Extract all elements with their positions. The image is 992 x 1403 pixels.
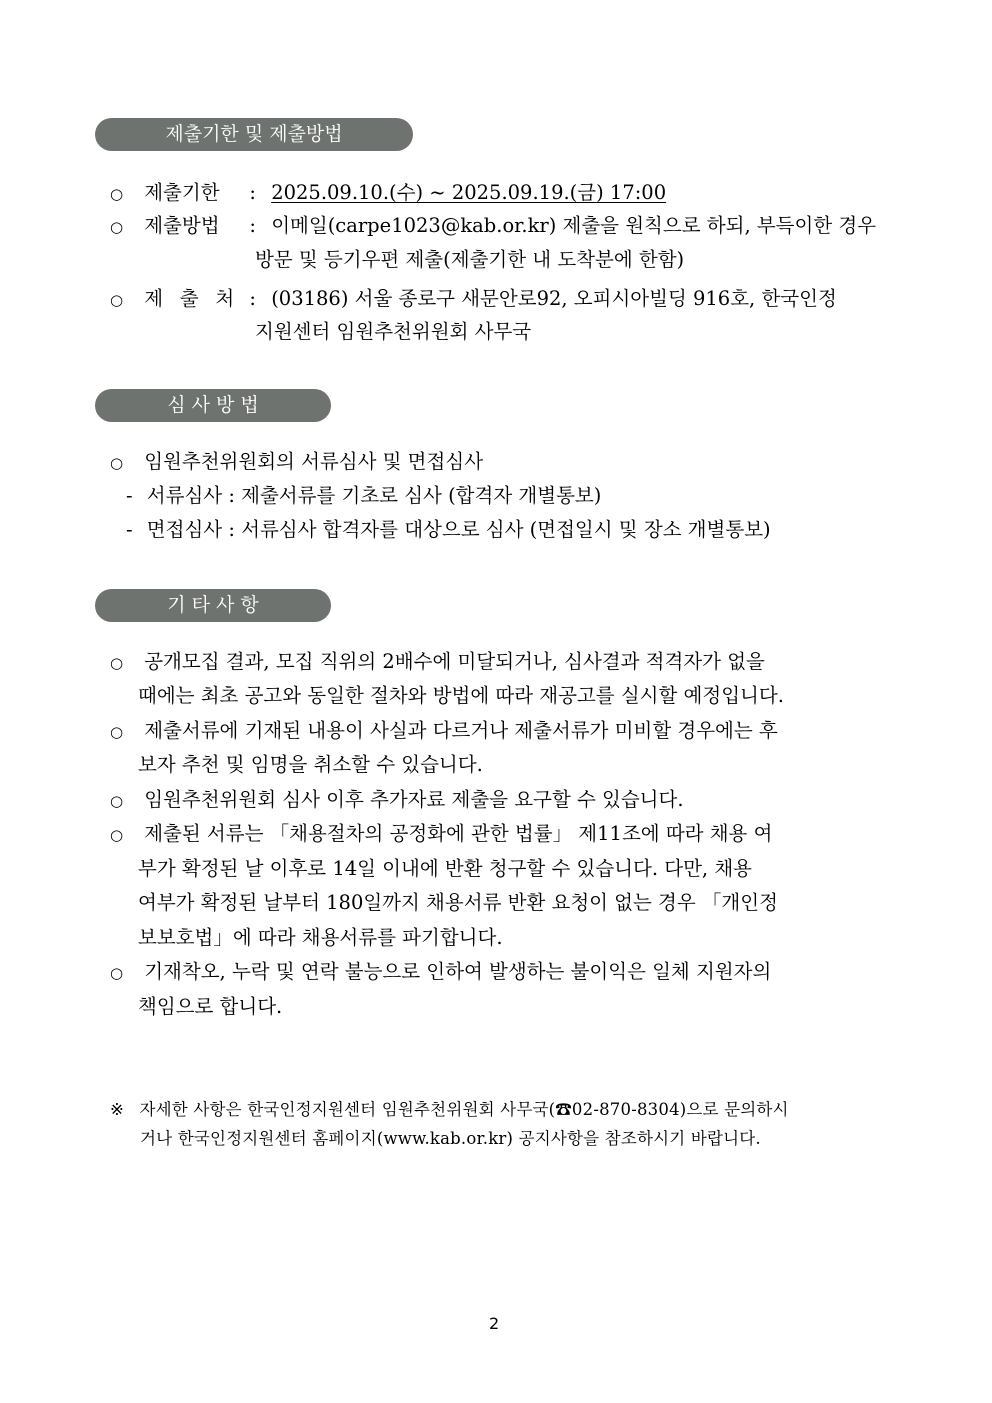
list-subitem xyxy=(126,483,601,509)
list-item-method xyxy=(110,213,876,240)
list-item xyxy=(110,787,684,814)
item-text: 기재착오, 누락 및 연락 불능으로 인하여 발생하는 불이익은 일체 지원자의 xyxy=(144,960,772,983)
method-value-continued: 방문 및 등기우편 제출(제출기한 내 도착분에 한함) xyxy=(255,248,685,271)
list-item xyxy=(110,821,772,848)
bullet-circle-icon: ○ xyxy=(110,185,124,203)
list-item xyxy=(110,959,771,986)
list-item xyxy=(110,449,483,476)
bullet-circle-icon: ○ xyxy=(110,723,124,741)
bullet-circle-icon: ○ xyxy=(110,291,124,309)
item-text-continued: 보보호법」에 따라 채용서류를 파기합니다. xyxy=(138,926,503,949)
bullet-circle-icon: ○ xyxy=(110,792,124,810)
list-subitem xyxy=(126,517,771,543)
item-label: 제출기한 xyxy=(144,181,220,204)
section-title: 기 타 사 항 xyxy=(167,594,259,616)
note-text: 자세한 사항은 한국인정지원센터 임원추천위원회 사무국(☎02-870-8304)으로 문의하시 xyxy=(139,1100,789,1119)
list-item xyxy=(110,649,765,676)
section-header-other xyxy=(95,589,331,622)
item-text-continued: 책임으로 합니다. xyxy=(138,995,283,1018)
section-header-review xyxy=(95,389,331,422)
item-text: 공개모집 결과, 모집 직위의 2배수에 미달되거나, 심사결과 적격자가 없을 xyxy=(144,650,765,673)
item-label: 제 출 처 xyxy=(144,287,235,310)
address-value-continued: 지원센터 임원추천위원회 사무국 xyxy=(255,320,532,343)
item-text: 임원추천위원회 심사 이후 추가자료 제출을 요구할 수 있습니다. xyxy=(144,788,684,811)
item-text-continued: 때에는 최초 공고와 동일한 절차와 방법에 따라 재공고를 실시할 예정입니다. xyxy=(138,684,784,707)
item-label: 제출방법 xyxy=(144,214,220,237)
bullet-circle-icon: ○ xyxy=(110,964,124,982)
item-sep: : xyxy=(249,287,256,310)
list-item-address xyxy=(110,286,837,313)
item-text: 제출서류에 기재된 내용이 사실과 다르거나 제출서류가 미비할 경우에는 후 xyxy=(144,719,778,742)
bullet-circle-icon: ○ xyxy=(110,654,124,672)
section-header-submission xyxy=(95,118,413,151)
reference-mark-icon: ※ xyxy=(110,1100,125,1119)
item-text-continued: 부가 확정된 날 이후로 14일 이내에 반환 청구할 수 있습니다. 다만, 채용 xyxy=(138,857,752,880)
item-text: 면접심사 : 서류심사 합격자를 대상으로 심사 (면접일시 및 장소 개별통보) xyxy=(146,518,771,541)
item-sep: : xyxy=(249,214,256,237)
section-title: 제출기한 및 제출방법 xyxy=(165,123,343,145)
bullet-circle-icon: ○ xyxy=(110,826,124,844)
item-text: 임원추천위원회의 서류심사 및 면접심사 xyxy=(144,450,484,473)
list-item-deadline xyxy=(110,180,666,207)
bullet-circle-icon: ○ xyxy=(110,454,124,472)
page-number: 2 xyxy=(489,1314,500,1333)
bullet-circle-icon: ○ xyxy=(110,218,124,236)
list-item xyxy=(110,718,778,745)
item-sep: : xyxy=(249,181,256,204)
dash-icon: - xyxy=(126,518,133,541)
dash-icon: - xyxy=(126,484,133,507)
item-text: 제출된 서류는 「채용절차의 공정화에 관한 법률」 제11조에 따라 채용 여 xyxy=(144,822,773,845)
deadline-value: 2025.09.10.(수) ~ 2025.09.19.(금) 17:00 xyxy=(271,181,667,204)
method-value: 이메일(carpe1023@kab.or.kr) 제출을 원칙으로 하되, 부득이한 경우 xyxy=(271,214,877,237)
item-text: 서류심사 : 제출서류를 기초로 심사 (합격자 개별통보) xyxy=(146,484,602,507)
item-text-continued: 보자 추천 및 임명을 취소할 수 있습니다. xyxy=(138,753,483,776)
item-text-continued: 여부가 확정된 날부터 180일까지 채용서류 반환 요청이 없는 경우 「개인정 xyxy=(138,891,778,914)
contact-note xyxy=(110,1099,789,1121)
section-title: 심 사 방 법 xyxy=(167,394,259,416)
note-text-continued: 거나 한국인정지원센터 홈페이지(www.kab.or.kr) 공지사항을 참조하시기 바랍니다. xyxy=(140,1129,761,1148)
address-value: (03186) 서울 종로구 새문안로92, 오피시아빌딩 916호, 한국인정 xyxy=(271,287,837,310)
